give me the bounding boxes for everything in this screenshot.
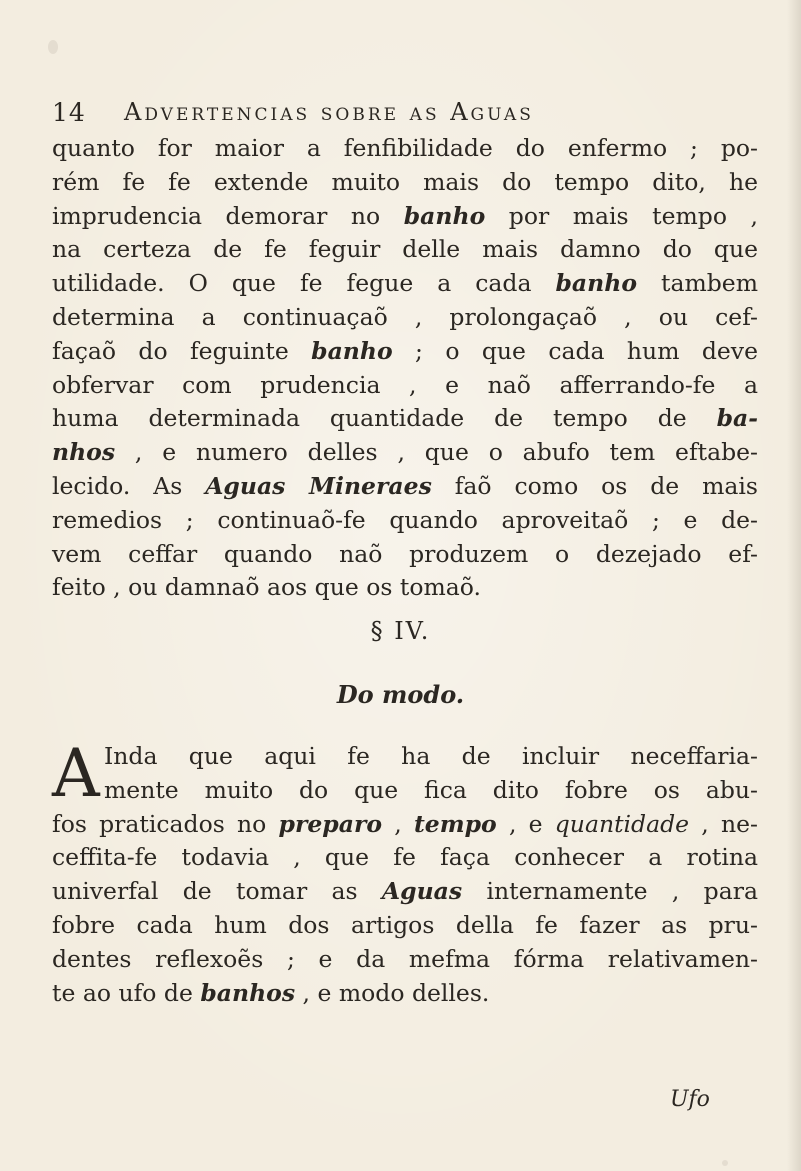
running-head (52, 98, 752, 132)
text-line: fobre cada hum dos artigos della fe fazer as pru- (52, 910, 758, 939)
catchword: Ufo (670, 1087, 710, 1112)
text-line: quanto for maior a fenfibilidade do enfermo ; po- (52, 134, 758, 162)
page-edge-shadow (787, 0, 801, 1171)
text-line: feito , ou damnaõ aos que os tomaõ. (52, 573, 481, 602)
text-line: rém fe fe extende muito mais do tempo dito, he (52, 167, 758, 196)
text-line: fos praticados no preparo , tempo , e quantidade , ne- (52, 809, 758, 838)
paragraph-2 (52, 735, 758, 1010)
section-subheading: Do modo. (336, 680, 465, 709)
text-line: huma determinada quantidade de tempo de ba- (52, 404, 758, 433)
text-line: determina a continuaçaõ , prolongaçaõ , ou cef- (52, 302, 758, 331)
drop-cap: A (52, 735, 100, 812)
text-line: imprudencia demorar no banho por mais tempo , (52, 201, 758, 230)
text-line: dentes reflexoẽs ; e da mefma fórma relativamen- (52, 944, 758, 973)
text-line: mente muito do que fica dito fobre os abu- (104, 775, 758, 804)
paper-blemish (722, 1160, 728, 1166)
running-title: Advertencias sobre as Aguas (124, 98, 534, 126)
paper-blemish (48, 40, 58, 54)
text-line: utilidade. O que fe fegue a cada banho tambem (52, 269, 758, 298)
text-line: nhos , e numero delles , que o abufo tem eftabe- (52, 438, 758, 467)
paragraph-1 (52, 132, 758, 605)
page-number: 14 (52, 98, 86, 127)
text-line: lecido. As Aguas Mineraes faõ como os de mais (52, 471, 758, 500)
text-line: Inda que aqui fe ha de incluir neceffaria- (104, 742, 758, 770)
text-line: façaõ do feguinte banho ; o que cada hum deve (52, 336, 758, 365)
section-number: § IV. (370, 617, 431, 645)
text-line: univerfal de tomar as Aguas internamente , para (52, 877, 758, 906)
text-line: obfervar com prudencia , e naõ afferrando-fe a (52, 370, 758, 399)
text-line: vem ceffar quando naõ produzem o dezejado ef- (52, 539, 758, 568)
text-line: na certeza de fe feguir delle mais damno do que (52, 235, 758, 264)
text-line: ceffita-fe todavia , que fe faça conhecer a rotina (52, 843, 758, 872)
text-line: remedios ; continuaõ-fe quando aproveitaõ ; e de- (52, 505, 758, 534)
text-line: te ao ufo de banhos , e modo delles. (52, 978, 490, 1007)
